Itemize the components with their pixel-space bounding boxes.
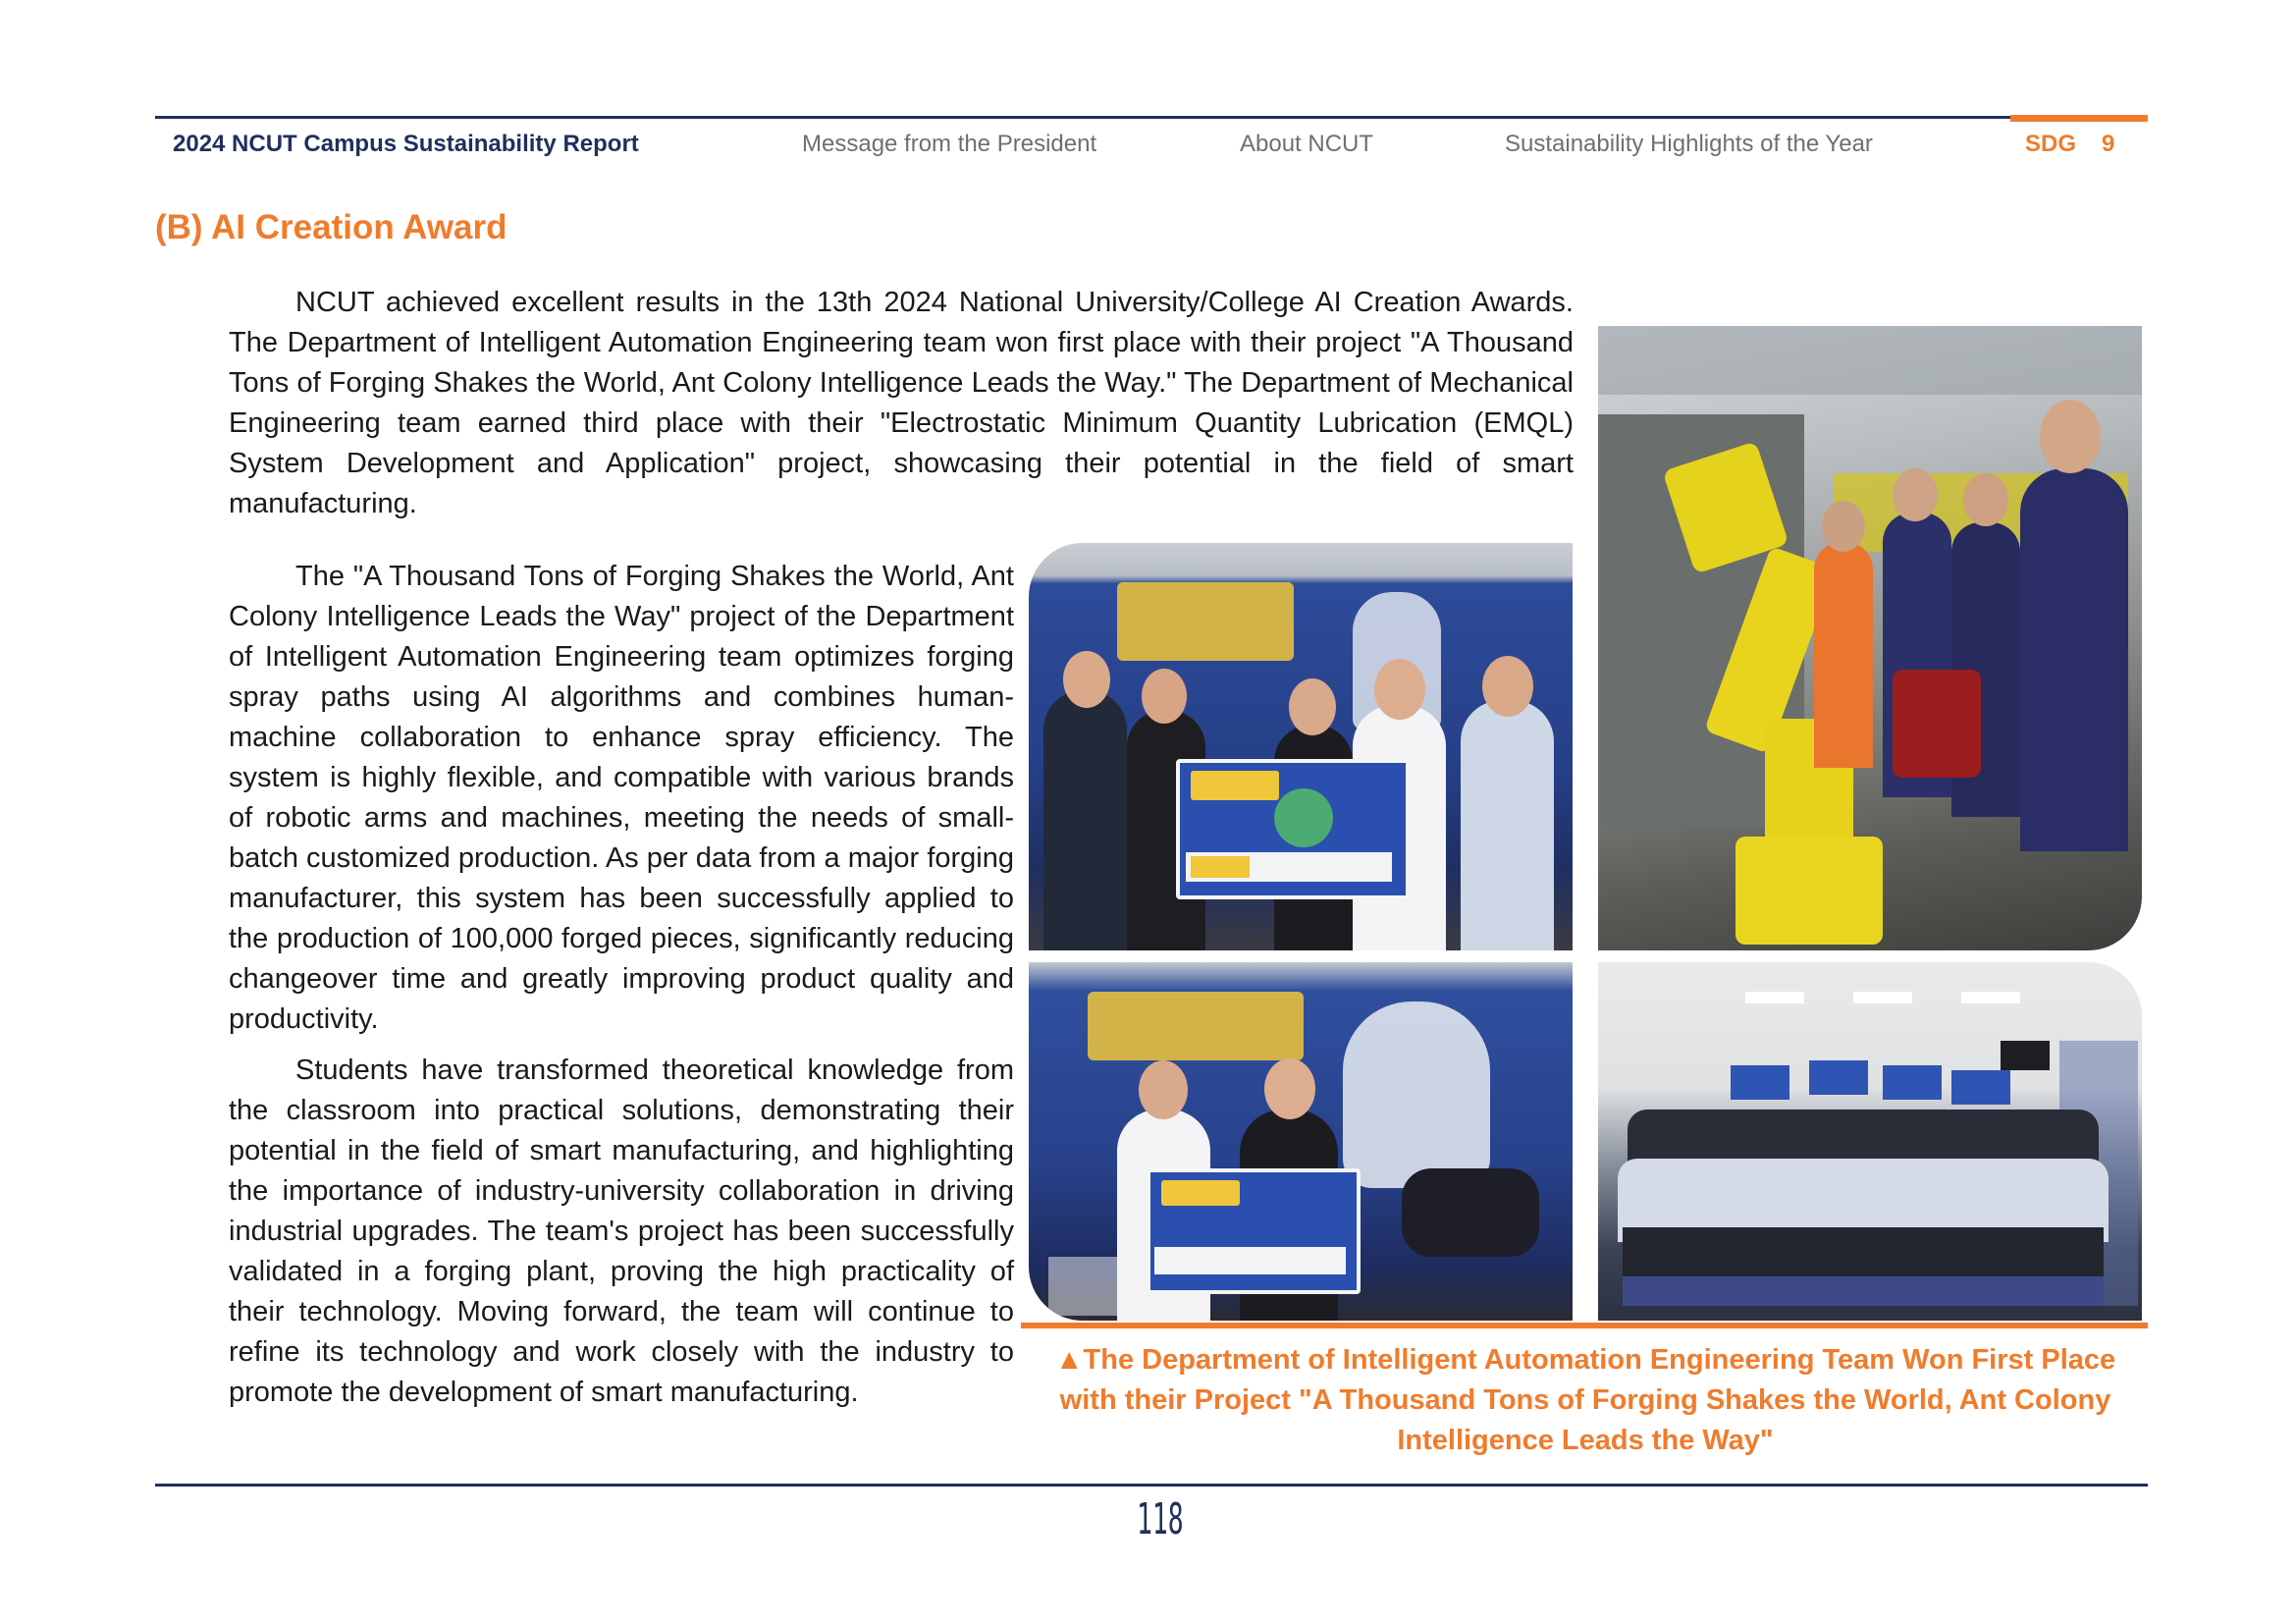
sdg-label[interactable]: SDG [2025,131,2077,157]
nav-about-ncut[interactable]: About NCUT [1240,131,1374,157]
photo-third-place-team [1029,962,1573,1321]
nav-message-president[interactable]: Message from the President [802,131,1097,157]
nav-sustainability-highlights[interactable]: Sustainability Highlights of the Year [1505,131,1873,157]
paragraph-project: The "A Thousand Tons of Forging Shakes the World, Ant Colony Intelligence Leads the Way" project of the Department of Intelligent Automation Engineering team optimizes forging spray paths using AI algorithms and combines human-machine collaboration to enhance spray efficiency. The system is highly flexible, and compatible with various brands of robotic arms and machines, meeting the needs of small-batch customized production. As per data from a major forging manufacturer, this system has been successfully applied to the production of 100,000 forged pieces, significantly reducing changeover time and greatly improving product quality and productivity. [229,561,1014,1035]
paragraph-intro: NCUT achieved excellent results in the 13th 2024 National University/College AI Creation Awards. The Department of Intelligent Automation Engineering team won first place with their project "A Thousand Tons of Forging Shakes the World, Ant Colony Intelligence Leads the Way." The Department of Mechanical Engineering team earned third place with their "Electrostatic Minimum Quantity Lubrication (EMQL) System Development and Application" project, showcasing their potential in the field of smart manufacturing. [229,287,1574,519]
footer-rule [155,1484,2148,1487]
photo-caption: ▲The Department of Intelligent Automation Engineering Team Won First Place with their Project "A Thousand Tons of Forging Shakes the World, Ant Colony Intelligence Leads the Way" [1054,1344,2116,1456]
paragraph-students: Students have transformed theoretical knowledge from the classroom into practical solutions, demonstrating their potential in the field of smart manufacturing, and highlighting the importance of industry-university collaboration in driving industrial upgrades. The team's project has been successfully validated in a forging plant, proving the high practicality of their technology. Moving forward, the team will continue to refine its technology and work closely with the industry to promote the development of smart manufacturing. [229,1055,1014,1408]
page-number: 118 [1137,1494,1184,1544]
section-title: (B) AI Creation Award [155,208,507,246]
header-accent-bar [2010,115,2148,122]
header-rule [155,116,2148,119]
sdg-number[interactable]: 9 [2102,131,2115,157]
caption-rule [1021,1323,2148,1328]
photo-robot-arm-factory [1598,326,2142,950]
photo-award-team [1029,543,1573,950]
photo-group-hall [1598,962,2142,1321]
report-title: 2024 NCUT Campus Sustainability Report [173,131,639,157]
